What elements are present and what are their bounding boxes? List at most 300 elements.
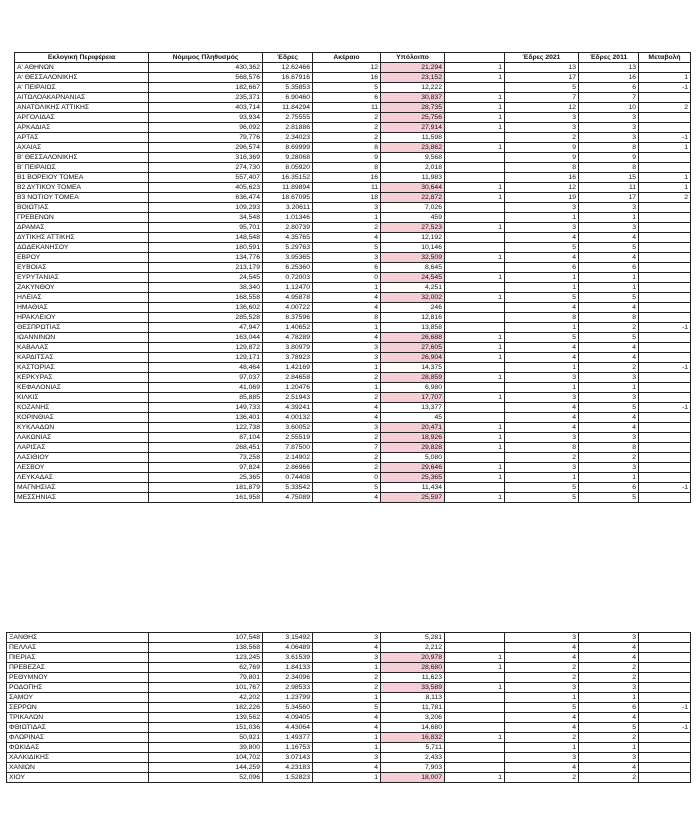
cell-change: [639, 343, 691, 353]
cell-seats-2011: 4: [579, 233, 639, 243]
cell-seats: 1.49377: [263, 733, 313, 743]
cell-change: [639, 93, 691, 103]
cell-seats-2011: 4: [579, 413, 639, 423]
cell-remainder: 6,980: [381, 383, 445, 393]
cell-extra-seat: [445, 243, 505, 253]
col-header-change: Μεταβολή: [639, 53, 691, 63]
table-row: [15, 353, 691, 363]
cell-extra-seat: [445, 303, 505, 313]
cell-remainder: 5,080: [381, 453, 445, 463]
cell-seats-2011: 4: [579, 653, 639, 663]
cell-remainder: 11,434: [381, 483, 445, 493]
cell-seats-2021: 5: [505, 83, 579, 93]
cell-extra-seat: [445, 263, 505, 273]
cell-region: ΞΑΝΘΗΣ: [7, 633, 149, 643]
cell-seats-2021: 1: [505, 323, 579, 333]
cell-change: [639, 303, 691, 313]
cell-population: 95,701: [149, 223, 263, 233]
table-row: [15, 153, 691, 163]
cell-remainder: 28,735: [381, 103, 445, 113]
cell-seats: 9.28068: [263, 153, 313, 163]
cell-region: ΚΕΦΑΛΟΝΙΑΣ: [15, 383, 149, 393]
cell-seats-2021: 1: [505, 743, 579, 753]
cell-seats-2011: 2: [579, 363, 639, 373]
cell-region: Α' ΑΘΗΝΩΝ: [15, 63, 149, 73]
cell-region: ΕΒΡΟΥ: [15, 253, 149, 263]
cell-seats-2011: 5: [579, 723, 639, 733]
cell-integer: 8: [313, 143, 381, 153]
cell-population: 316,369: [149, 153, 263, 163]
cell-seats: 4.35765: [263, 233, 313, 243]
cell-region: ΧΙΟΥ: [7, 773, 149, 783]
cell-extra-seat: 1: [445, 143, 505, 153]
cell-extra-seat: [445, 313, 505, 323]
cell-extra-seat: [445, 673, 505, 683]
cell-seats-2021: 5: [505, 483, 579, 493]
cell-seats-2011: 3: [579, 203, 639, 213]
cell-remainder: 28,680: [381, 663, 445, 673]
cell-remainder: 11,781: [381, 703, 445, 713]
table-row: [15, 253, 691, 263]
cell-integer: 3: [313, 753, 381, 763]
cell-integer: 4: [313, 303, 381, 313]
cell-integer: 2: [313, 133, 381, 143]
cell-change: [639, 653, 691, 663]
cell-seats-2021: 5: [505, 333, 579, 343]
table-row: [15, 163, 691, 173]
cell-population: 568,576: [149, 73, 263, 83]
cell-seats: 1.20476: [263, 383, 313, 393]
cell-extra-seat: [445, 743, 505, 753]
cell-extra-seat: 1: [445, 193, 505, 203]
cell-region: ΑΡΓΟΛΙΔΑΣ: [15, 113, 149, 123]
cell-seats-2011: 2: [579, 323, 639, 333]
cell-seats: 6.90460: [263, 93, 313, 103]
cell-extra-seat: 1: [445, 123, 505, 133]
cell-integer: 12: [313, 63, 381, 73]
cell-seats: 3.07143: [263, 753, 313, 763]
table-row: [15, 343, 691, 353]
cell-population: 123,245: [149, 653, 263, 663]
cell-integer: 2: [313, 393, 381, 403]
cell-integer: 4: [313, 333, 381, 343]
cell-remainder: 4,251: [381, 283, 445, 293]
cell-change: [639, 63, 691, 73]
cell-seats-2021: 3: [505, 633, 579, 643]
cell-region: ΗΜΑΘΙΑΣ: [15, 303, 149, 313]
cell-seats-2021: 1: [505, 473, 579, 483]
cell-extra-seat: 1: [445, 343, 505, 353]
cell-region: ΘΕΣΠΡΩΤΙΑΣ: [15, 323, 149, 333]
cell-seats-2011: 3: [579, 683, 639, 693]
cell-remainder: 11,623: [381, 673, 445, 683]
cell-seats: 3.20611: [263, 203, 313, 213]
cell-seats-2021: 4: [505, 343, 579, 353]
cell-seats-2011: 4: [579, 763, 639, 773]
cell-region: ΔΡΑΜΑΣ: [15, 223, 149, 233]
cell-seats-2021: 3: [505, 433, 579, 443]
cell-extra-seat: [445, 483, 505, 493]
cell-extra-seat: [445, 693, 505, 703]
cell-extra-seat: [445, 753, 505, 763]
cell-seats-2011: 16: [579, 73, 639, 83]
cell-region: ΛΕΣΒΟΥ: [15, 463, 149, 473]
cell-remainder: 7,903: [381, 763, 445, 773]
cell-population: 182,226: [149, 703, 263, 713]
cell-extra-seat: 1: [445, 93, 505, 103]
cell-seats-2021: 4: [505, 653, 579, 663]
cell-seats-2011: 2: [579, 733, 639, 743]
cell-remainder: 16,832: [381, 733, 445, 743]
cell-extra-seat: 1: [445, 373, 505, 383]
table-row: [15, 393, 691, 403]
cell-integer: 3: [313, 423, 381, 433]
cell-seats-2011: 3: [579, 463, 639, 473]
cell-seats-2021: 1: [505, 383, 579, 393]
cell-change: [639, 683, 691, 693]
cell-change: -1: [639, 723, 691, 733]
cell-change: [639, 243, 691, 253]
table-row: [7, 693, 691, 703]
cell-seats: 5.35853: [263, 83, 313, 93]
cell-population: 134,776: [149, 253, 263, 263]
table-row: [15, 283, 691, 293]
col-header-seats-2011: Έδρες 2011: [579, 53, 639, 63]
cell-seats-2021: 2: [505, 773, 579, 783]
cell-change: [639, 773, 691, 783]
cell-population: 181,879: [149, 483, 263, 493]
cell-seats: 4.78289: [263, 333, 313, 343]
cell-integer: 11: [313, 183, 381, 193]
cell-seats-2011: 9: [579, 153, 639, 163]
table-row: [7, 683, 691, 693]
cell-seats-2021: 16: [505, 173, 579, 183]
cell-population: 104,702: [149, 753, 263, 763]
cell-region: ΚΙΛΚΙΣ: [15, 393, 149, 403]
cell-region: ΖΑΚΥΝΘΟΥ: [15, 283, 149, 293]
table-row: [15, 373, 691, 383]
cell-seats-2011: 6: [579, 263, 639, 273]
cell-integer: 2: [313, 223, 381, 233]
cell-integer: 3: [313, 203, 381, 213]
cell-remainder: 28,859: [381, 373, 445, 383]
cell-population: 403,714: [149, 103, 263, 113]
table-row: [7, 653, 691, 663]
cell-integer: 11: [313, 103, 381, 113]
cell-integer: 18: [313, 193, 381, 203]
cell-seats-2011: 8: [579, 143, 639, 153]
cell-population: 129,872: [149, 343, 263, 353]
cell-region: ΔΩΔΕΚΑΝΗΣΟΥ: [15, 243, 149, 253]
cell-remainder: 246: [381, 303, 445, 313]
cell-population: 79,776: [149, 133, 263, 143]
cell-remainder: 2,212: [381, 643, 445, 653]
cell-seats-2021: 1: [505, 283, 579, 293]
cell-population: 168,558: [149, 293, 263, 303]
cell-integer: 4: [313, 723, 381, 733]
cell-region: ΦΩΚΙΔΑΣ: [7, 743, 149, 753]
table-row: [7, 723, 691, 733]
cell-population: 213,179: [149, 263, 263, 273]
table-row: [7, 763, 691, 773]
cell-integer: 2: [313, 673, 381, 683]
cell-remainder: 27,605: [381, 343, 445, 353]
cell-integer: 8: [313, 163, 381, 173]
cell-integer: 8: [313, 313, 381, 323]
cell-population: 96,092: [149, 123, 263, 133]
cell-seats-2011: 3: [579, 223, 639, 233]
cell-remainder: 9,568: [381, 153, 445, 163]
cell-integer: 3: [313, 653, 381, 663]
cell-population: 138,568: [149, 643, 263, 653]
cell-remainder: 24,545: [381, 273, 445, 283]
cell-seats: 4.23183: [263, 763, 313, 773]
table-row: [15, 313, 691, 323]
cell-remainder: 26,688: [381, 333, 445, 343]
cell-remainder: 8,645: [381, 263, 445, 273]
cell-region: ΑΡΤΑΣ: [15, 133, 149, 143]
cell-region: ΑΡΚΑΔΙΑΣ: [15, 123, 149, 133]
cell-seats: 3.60052: [263, 423, 313, 433]
cell-change: 1: [639, 183, 691, 193]
cell-population: 24,545: [149, 273, 263, 283]
cell-population: 274,730: [149, 163, 263, 173]
cell-seats-2021: 13: [505, 63, 579, 73]
cell-integer: 4: [313, 413, 381, 423]
cell-extra-seat: [445, 173, 505, 183]
cell-population: 557,407: [149, 173, 263, 183]
cell-population: 163,044: [149, 333, 263, 343]
cell-extra-seat: 1: [445, 443, 505, 453]
table-row: [15, 453, 691, 463]
cell-seats: 2.14902: [263, 453, 313, 463]
cell-population: 151,036: [149, 723, 263, 733]
cell-change: [639, 663, 691, 673]
cell-change: 2: [639, 193, 691, 203]
cell-seats-2011: 2: [579, 663, 639, 673]
cell-seats-2011: 6: [579, 83, 639, 93]
cell-seats-2021: 3: [505, 203, 579, 213]
cell-region: ΗΡΑΚΛΕΙΟΥ: [15, 313, 149, 323]
cell-extra-seat: [445, 363, 505, 373]
cell-integer: 0: [313, 473, 381, 483]
cell-change: [639, 213, 691, 223]
cell-seats-2021: 4: [505, 233, 579, 243]
table-row: [7, 663, 691, 673]
table-row: [7, 743, 691, 753]
table-row: [15, 263, 691, 273]
cell-seats-2021: 3: [505, 393, 579, 403]
seat-allocation-table-continued: [6, 632, 691, 783]
cell-region: ΚΕΡΚΥΡΑΣ: [15, 373, 149, 383]
cell-population: 79,801: [149, 673, 263, 683]
cell-integer: 2: [313, 113, 381, 123]
cell-extra-seat: 1: [445, 493, 505, 503]
table-row: [15, 363, 691, 373]
table-row: [15, 123, 691, 133]
cell-region: ΚΑΣΤΟΡΙΑΣ: [15, 363, 149, 373]
cell-seats: 2.84658: [263, 373, 313, 383]
cell-seats-2011: 3: [579, 373, 639, 383]
cell-seats-2011: 8: [579, 313, 639, 323]
cell-population: 136,602: [149, 303, 263, 313]
cell-seats-2011: 5: [579, 243, 639, 253]
cell-remainder: 5,711: [381, 743, 445, 753]
cell-integer: 3: [313, 253, 381, 263]
cell-seats: 1.84133: [263, 663, 313, 673]
cell-seats-2011: 13: [579, 63, 639, 73]
cell-seats: 1.01346: [263, 213, 313, 223]
cell-change: -1: [639, 703, 691, 713]
cell-change: [639, 693, 691, 703]
cell-region: ΠΕΛΛΑΣ: [7, 643, 149, 653]
cell-remainder: 7,026: [381, 203, 445, 213]
cell-change: [639, 643, 691, 653]
cell-population: 38,340: [149, 283, 263, 293]
table-row: [15, 133, 691, 143]
cell-population: 122,738: [149, 423, 263, 433]
cell-population: 62,769: [149, 663, 263, 673]
cell-population: 405,623: [149, 183, 263, 193]
cell-population: 149,733: [149, 403, 263, 413]
cell-seats: 2.34096: [263, 673, 313, 683]
cell-region: ΡΟΔΟΠΗΣ: [7, 683, 149, 693]
cell-seats-2021: 5: [505, 293, 579, 303]
cell-seats-2021: 5: [505, 243, 579, 253]
cell-region: ΡΕΘΥΜΝΟΥ: [7, 673, 149, 683]
cell-integer: 1: [313, 383, 381, 393]
table-row: [7, 713, 691, 723]
cell-seats: 7.87500: [263, 443, 313, 453]
cell-extra-seat: [445, 133, 505, 143]
cell-seats-2021: 2: [505, 733, 579, 743]
cell-seats: 4.00722: [263, 303, 313, 313]
cell-seats: 16.35152: [263, 173, 313, 183]
cell-seats: 4.43064: [263, 723, 313, 733]
cell-extra-seat: [445, 383, 505, 393]
cell-seats: 6.25360: [263, 263, 313, 273]
table-row: [15, 173, 691, 183]
cell-seats-2021: 4: [505, 253, 579, 263]
cell-region: ΙΩΑΝΝΙΝΩΝ: [15, 333, 149, 343]
cell-remainder: 23,152: [381, 73, 445, 83]
cell-change: [639, 233, 691, 243]
table-row: [15, 463, 691, 473]
cell-seats-2011: 1: [579, 383, 639, 393]
table-row: [7, 673, 691, 683]
cell-seats-2011: 3: [579, 753, 639, 763]
cell-integer: 4: [313, 403, 381, 413]
cell-integer: 1: [313, 663, 381, 673]
cell-population: 85,885: [149, 393, 263, 403]
cell-change: -1: [639, 483, 691, 493]
cell-population: 268,451: [149, 443, 263, 453]
cell-remainder: 14,680: [381, 723, 445, 733]
cell-seats-2011: 2: [579, 673, 639, 683]
cell-extra-seat: 1: [445, 293, 505, 303]
cell-extra-seat: 1: [445, 183, 505, 193]
cell-population: 101,767: [149, 683, 263, 693]
cell-region: ΧΑΛΚΙΔΙΚΗΣ: [7, 753, 149, 763]
cell-population: 430,362: [149, 63, 263, 73]
cell-seats-2011: 3: [579, 633, 639, 643]
table-row: [15, 303, 691, 313]
cell-seats: 3.80979: [263, 343, 313, 353]
cell-extra-seat: 1: [445, 73, 505, 83]
cell-seats: 3.95365: [263, 253, 313, 263]
table-row: [15, 273, 691, 283]
cell-change: [639, 313, 691, 323]
cell-seats: 3.15492: [263, 633, 313, 643]
cell-change: [639, 203, 691, 213]
cell-integer: 2: [313, 373, 381, 383]
cell-population: 97,824: [149, 463, 263, 473]
cell-seats-2011: 3: [579, 123, 639, 133]
cell-region: ΛΑΣΙΘΙΟΥ: [15, 453, 149, 463]
cell-integer: 7: [313, 443, 381, 453]
cell-change: [639, 353, 691, 363]
cell-remainder: 20,471: [381, 423, 445, 433]
cell-seats-2011: 1: [579, 283, 639, 293]
cell-seats: 5.33542: [263, 483, 313, 493]
cell-seats: 2.98533: [263, 683, 313, 693]
cell-seats-2021: 1: [505, 273, 579, 283]
cell-population: 41,069: [149, 383, 263, 393]
cell-remainder: 12,222: [381, 83, 445, 93]
cell-seats-2021: 12: [505, 183, 579, 193]
cell-extra-seat: 1: [445, 103, 505, 113]
cell-seats: 18.67095: [263, 193, 313, 203]
cell-remainder: 18,926: [381, 433, 445, 443]
cell-integer: 6: [313, 93, 381, 103]
cell-region: ΕΥΡΥΤΑΝΙΑΣ: [15, 273, 149, 283]
cell-region: ΔΥΤΙΚΗΣ ΑΤΤΙΚΗΣ: [15, 233, 149, 243]
cell-region: ΦΛΩΡΙΝΑΣ: [7, 733, 149, 743]
cell-change: [639, 633, 691, 643]
table-row: [15, 143, 691, 153]
table-row: [7, 753, 691, 763]
table-row: [15, 423, 691, 433]
table-row: [15, 323, 691, 333]
table-row: [15, 293, 691, 303]
table-row: [15, 73, 691, 83]
table-row: [15, 113, 691, 123]
table-row: [15, 193, 691, 203]
cell-remainder: 8,113: [381, 693, 445, 703]
cell-extra-seat: 1: [445, 423, 505, 433]
cell-integer: 3: [313, 633, 381, 643]
cell-extra-seat: [445, 703, 505, 713]
cell-region: ΑΧΑΙΑΣ: [15, 143, 149, 153]
table-row: [15, 473, 691, 483]
cell-region: ΚΑΡΔΙΤΣΑΣ: [15, 353, 149, 363]
cell-region: ΒΟΙΩΤΙΑΣ: [15, 203, 149, 213]
cell-integer: 16: [313, 173, 381, 183]
cell-population: 50,921: [149, 733, 263, 743]
cell-integer: 1: [313, 743, 381, 753]
cell-seats-2021: 2: [505, 663, 579, 673]
cell-population: 87,104: [149, 433, 263, 443]
cell-seats: 11.84294: [263, 103, 313, 113]
cell-seats: 1.40652: [263, 323, 313, 333]
cell-region: ΛΑΡΙΣΑΣ: [15, 443, 149, 453]
cell-extra-seat: [445, 83, 505, 93]
cell-seats: 4.75089: [263, 493, 313, 503]
cell-region: ΕΥΒΟΙΑΣ: [15, 263, 149, 273]
table-row: [15, 93, 691, 103]
cell-integer: 4: [313, 493, 381, 503]
cell-remainder: 3,206: [381, 713, 445, 723]
